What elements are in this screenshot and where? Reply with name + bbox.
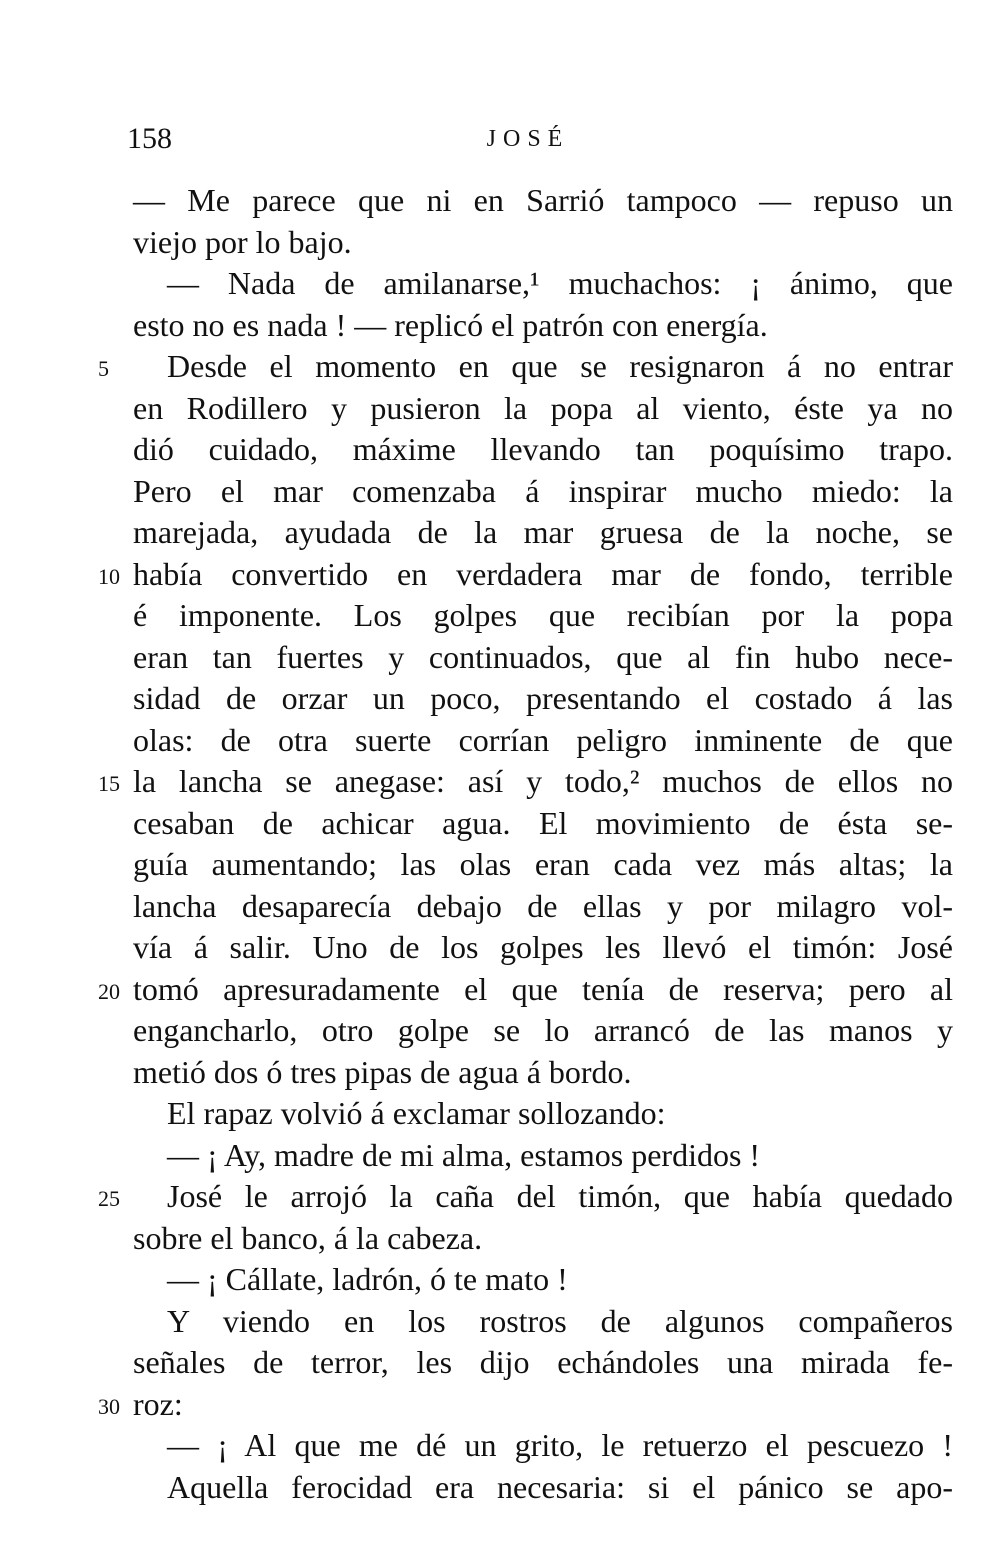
text-line: sidad de orzar un poco, presentando el costado á las xyxy=(133,680,953,716)
line-number: 5 xyxy=(98,356,109,381)
text-line: — ¡ Cállate, ladrón, ó te mato ! xyxy=(167,1261,568,1297)
line-number: 30 xyxy=(98,1393,120,1419)
text-line: El rapaz volvió á exclamar sollozando: xyxy=(167,1095,666,1131)
text-line: olas: de otra suerte corrían peligro inminente de que xyxy=(133,721,953,758)
text-line: sobre el banco, á la cabeza. xyxy=(133,1219,483,1256)
line-number: 15 xyxy=(98,771,120,796)
text-line: esto no es nada ! — replicó el patrón con energía. xyxy=(133,306,768,343)
text-line: metió dos ó tres pipas de agua á bordo. xyxy=(133,1053,632,1090)
text-line: señales de terror, les dijo echándoles una mirada fe- xyxy=(133,1344,953,1380)
text-line: é imponente. Los golpes que recibían por la popa xyxy=(133,597,953,633)
text-line: Y viendo en los rostros de algunos compañeros xyxy=(167,1302,953,1339)
text-line: — ¡ Ay, madre de mi alma, estamos perdidos ! xyxy=(167,1136,761,1173)
line-number: 10 xyxy=(98,563,120,589)
text-line: guía aumentando; las olas eran cada vez más altas; la xyxy=(133,846,953,882)
text-line: marejada, ayudada de la mar gruesa de la noche, se xyxy=(133,514,953,550)
text-line: — Nada de amilanarse,¹ muchachos: ¡ ánimo, que xyxy=(167,265,953,301)
text-line: viejo por lo bajo. xyxy=(133,223,352,260)
running-head: JOSÉ xyxy=(486,126,570,152)
text-line: 15 la lancha se anegase: así y todo,² muchos de ellos no xyxy=(133,761,953,803)
text-line: dió cuidado, máxime llevando tan poquísimo trapo. xyxy=(133,431,953,467)
text-line: en Rodillero y pusieron la popa al viento, éste ya no xyxy=(133,389,953,426)
body-text xyxy=(98,180,953,1508)
text-line: Pero el mar comenzaba á inspirar mucho miedo: la xyxy=(133,472,953,509)
text-line: — ¡ Al que me dé un grito, le retuerzo el pescuezo ! xyxy=(167,1427,953,1463)
page-number: 158 xyxy=(127,122,172,155)
line-number: 25 xyxy=(98,1186,120,1211)
page-header xyxy=(0,122,1000,162)
line-number: 20 xyxy=(98,978,120,1004)
text-line: 5 Desde el momento en que se resignaron á no entrar xyxy=(133,346,953,388)
text-line: vía á salir. Uno de los golpes les llevó el timón: José xyxy=(133,929,953,965)
text-line: 10 había convertido en verdadera mar de fondo, terrible xyxy=(133,554,953,596)
text-line: 20 tomó apresuradamente el que tenía de reserva; pero al xyxy=(133,969,953,1011)
text-line: eran tan fuertes y continuados, que al fin hubo nece- xyxy=(133,638,953,675)
text-line: 30 roz: xyxy=(133,1384,953,1426)
text-line: Aquella ferocidad era necesaria: si el pánico se apo- xyxy=(167,1468,953,1505)
text-line: — Me parece que ni en Sarrió tampoco — repuso un xyxy=(133,182,953,218)
text-line: 25 José le arrojó la caña del timón, que había quedado xyxy=(133,1176,953,1218)
text-line: engancharlo, otro golpe se lo arrancó de las manos y xyxy=(133,1012,953,1048)
text-line: cesaban de achicar agua. El movimiento de ésta se- xyxy=(133,804,953,841)
text-line: lancha desaparecía debajo de ellas y por milagro vol- xyxy=(133,887,953,924)
